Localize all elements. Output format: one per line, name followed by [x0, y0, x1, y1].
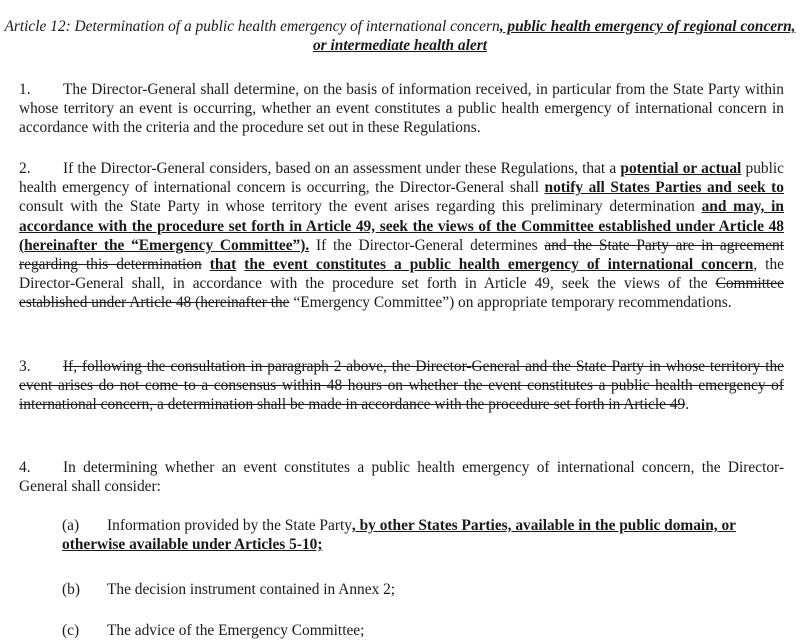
paragraph-number: 1. [19, 81, 31, 98]
list-item-a [62, 516, 784, 554]
deleted-text: and the State Party are in agreement regarding this determination [19, 236, 784, 274]
inserted-text: and may, in accordance with the procedure set forth in Article 49, seek the views of the Committee established under Article 48 (hereinafter the “Emergency Committee”). [19, 198, 784, 254]
inserted-text: notify all States Parties and seek to [544, 179, 784, 197]
inserted-text: the event constitutes a public health emergency of international concern [244, 256, 754, 274]
paragraph-2 [19, 159, 784, 313]
title-inserted-text: , public health emergency of regional concern, or intermediate health alert [312, 18, 796, 54]
title-text: Article 12: Determination of a public health emergency of international concern [4, 18, 500, 35]
list-item-c [62, 621, 784, 640]
paragraph-text: If the Director-General determines [315, 236, 538, 254]
list-item-b [62, 580, 784, 599]
item-text: Information provided by the State Party [107, 517, 352, 534]
paragraph-1 [19, 80, 784, 138]
inserted-text: potential or actual [620, 160, 742, 177]
item-text: The advice of the Emergency Committee; [107, 622, 365, 639]
inserted-text: that [209, 256, 237, 274]
paragraph-number: 2. [19, 160, 31, 177]
paragraph-4 [19, 458, 784, 496]
item-label: (a) [62, 517, 80, 534]
paragraph-text: “Emergency Committee”) on appropriate temporary recommendations. [293, 294, 732, 312]
paragraph-number: 3. [19, 358, 31, 375]
paragraph-text: The Director-General shall determine, on the basis of information received, in particular from the State Party within whose territory an event is occurring, whether an event constitutes a public health emergency of international concern in accordance with the criteria and the procedure set out in these Regulations. [19, 81, 784, 137]
item-text: The decision instrument contained in Annex 2; [107, 581, 396, 598]
item-label: (c) [62, 622, 80, 639]
article-title [0, 17, 800, 55]
paragraph-number: 4. [19, 459, 31, 476]
paragraph-text: consult with the State Party in whose territory the event arises regarding this preliminary determination [19, 198, 695, 216]
inserted-text: , by other States Parties, available in the public domain, or otherwise available under Articles 5-10; [62, 517, 736, 554]
paragraph-3 [19, 357, 784, 415]
paragraph-text: , the Director-General shall, in accordance with the procedure set forth in Article 49, seek the views of the [19, 256, 784, 293]
paragraph-text: public health emergency of international concern is occurring, the Director-General shall [19, 160, 784, 197]
deleted-text: Committee established under Article 48 (hereinafter the [19, 275, 784, 312]
paragraph-text: If the Director-General considers, based on an assessment under these Regulations, that a [63, 160, 617, 177]
deleted-text: If, following the consultation in paragraph 2 above, the Director-General and the State Party in whose territory the event arises do not come to a consensus within 48 hours on whether the event constitutes a public health emergency of international concern, a determination shall be made in accordance with the procedure set forth in Article 49 [19, 358, 784, 414]
paragraph-text: In determining whether an event constitutes a public health emergency of international concern, the Director-General shall consider: [19, 459, 784, 496]
item-label: (b) [62, 581, 80, 598]
paragraph-text: . [685, 396, 690, 414]
